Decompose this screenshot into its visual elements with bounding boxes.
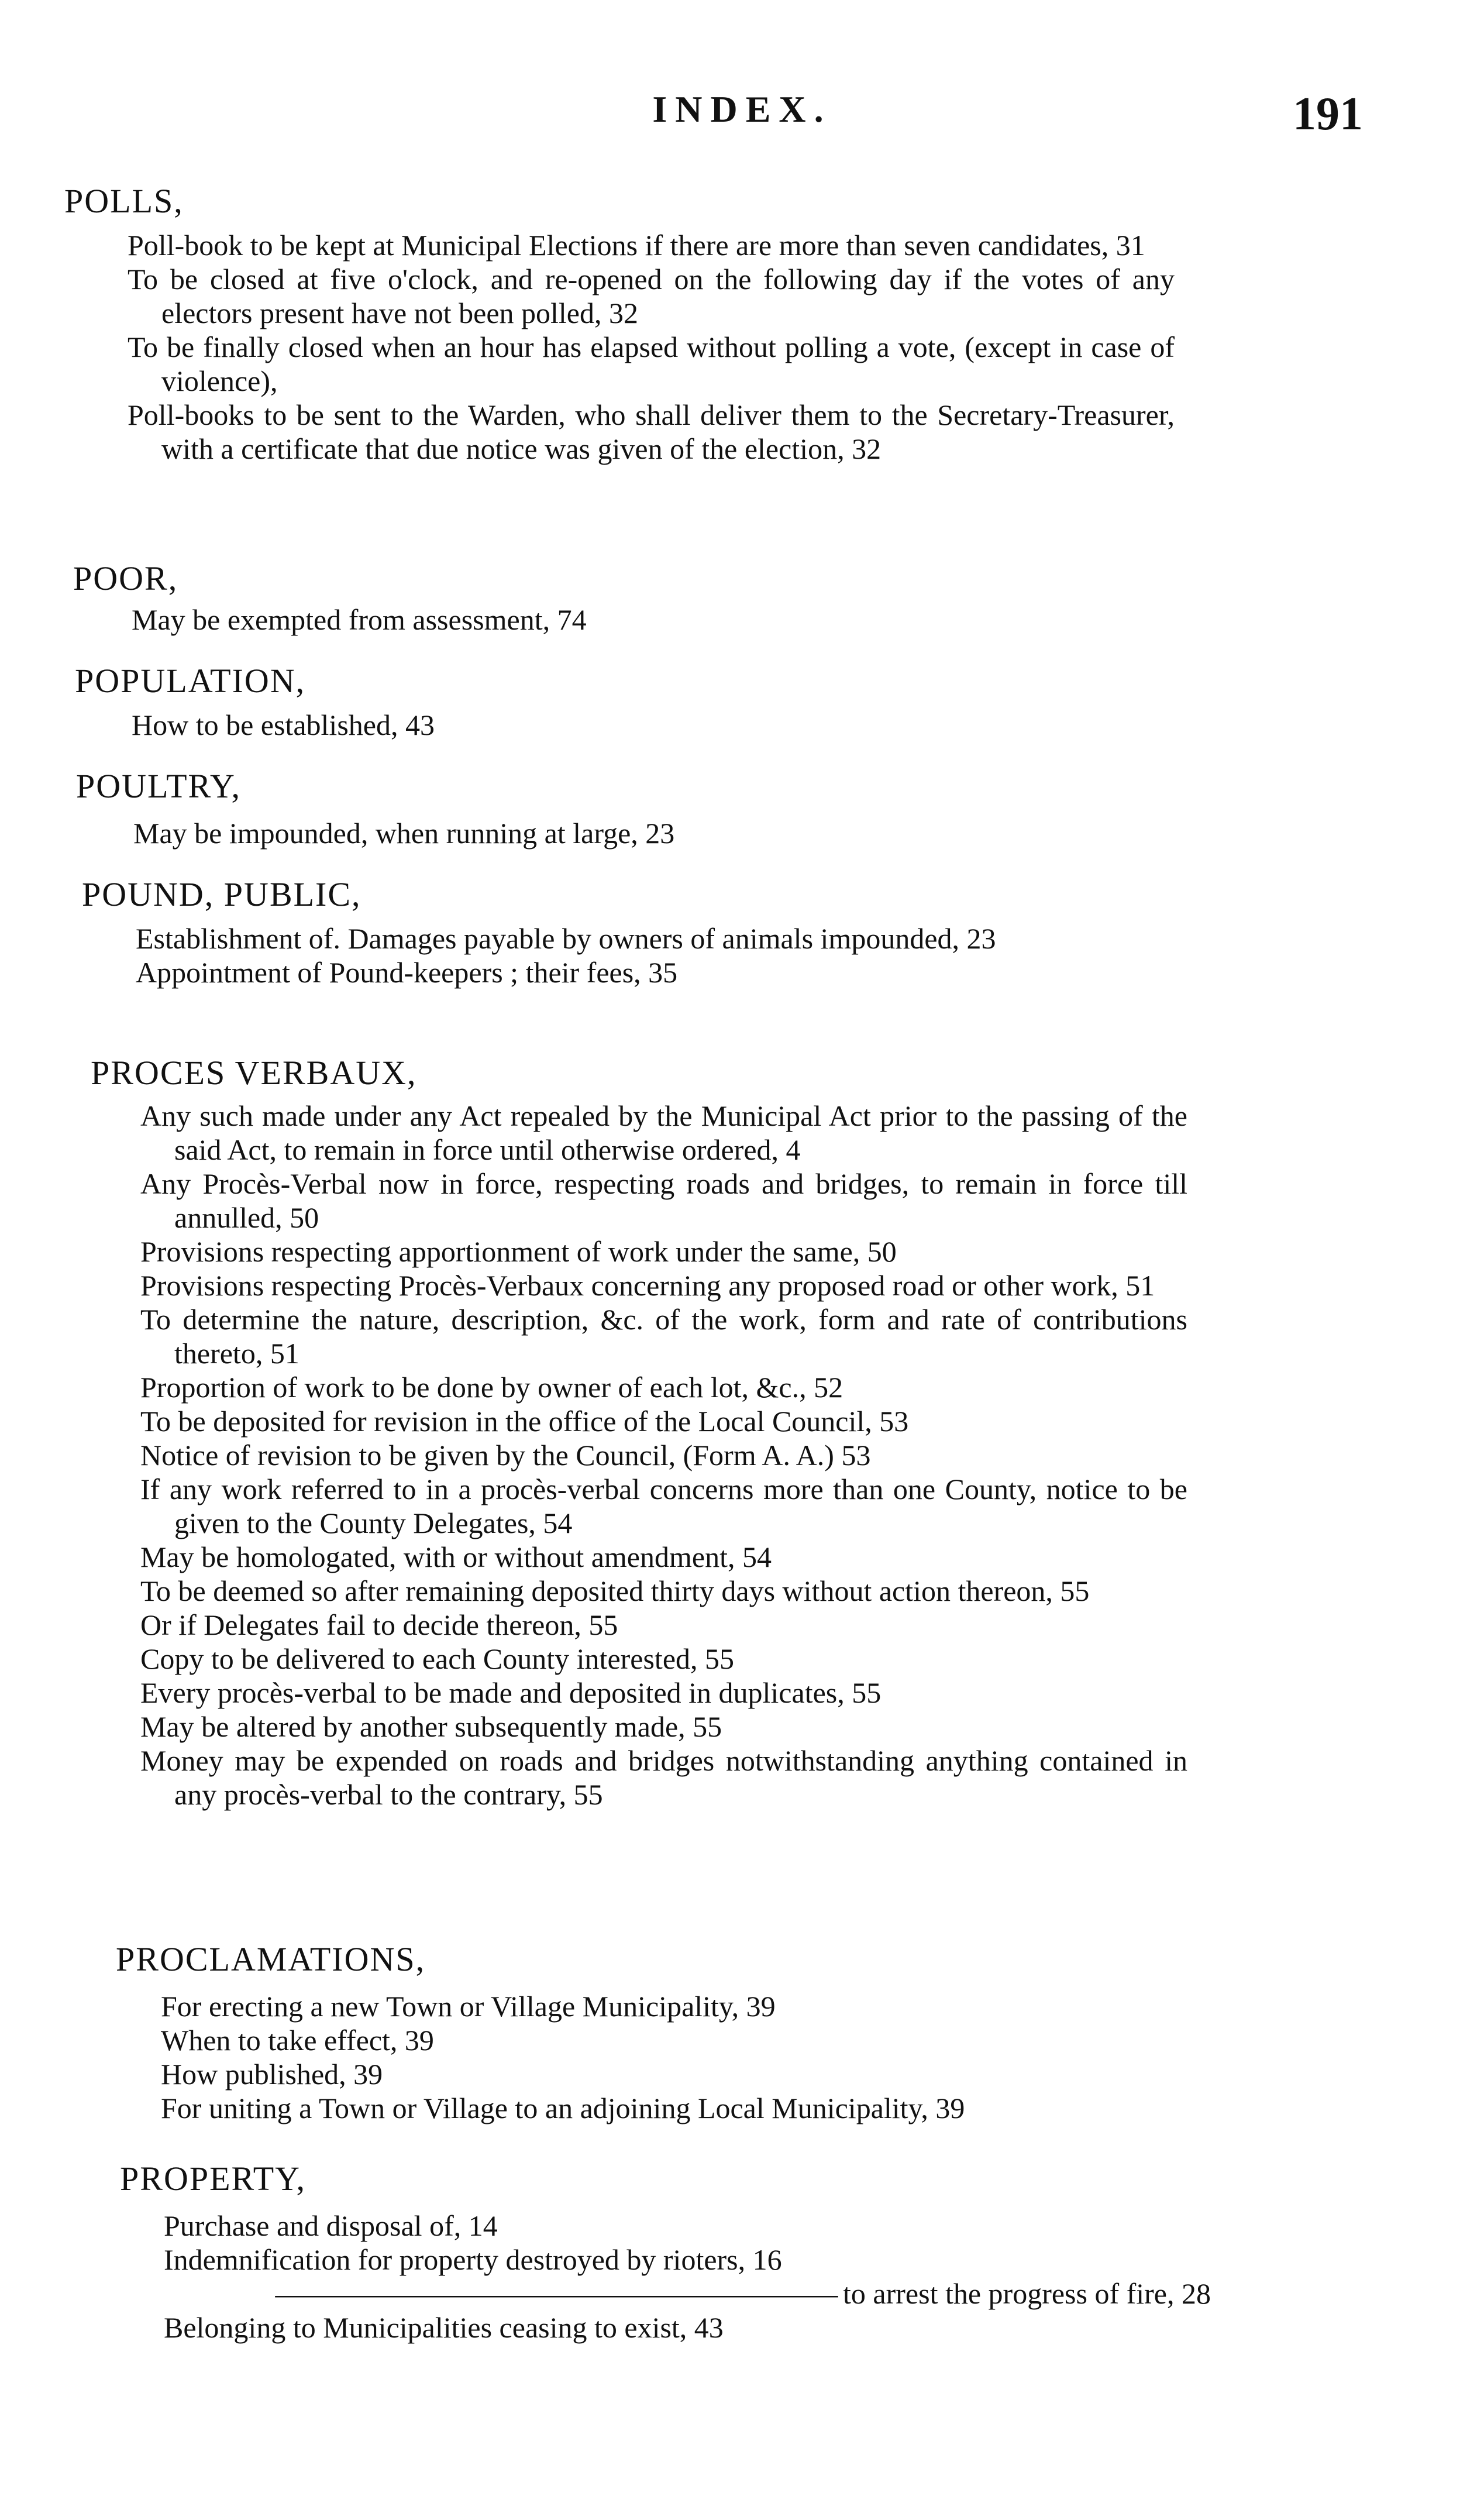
index-entry: If any work referred to in a procès-verbal concerns more than one County, notice to be given to the County Delegates, 54 (140, 1473, 1187, 1539)
index-entry: Any such made under any Act repealed by the Municipal Act prior to the passing of the said Act, to remain in force until otherwise ordered, 4 (140, 1099, 1187, 1166)
index-entry: For uniting a Town or Village to an adjoining Local Municipality, 39 (161, 2092, 965, 2124)
index-entry: For erecting a new Town or Village Municipality, 39 (161, 1990, 776, 2023)
index-entry: To be deposited for revision in the office of the Local Council, 53 (140, 1405, 909, 1438)
index-entry: Proportion of work to be done by owner of each lot, &c., 52 (140, 1371, 843, 1404)
entry-list (140, 1099, 1187, 1811)
running-head: INDEX. (652, 88, 832, 130)
section-heading: PROCES VERBAUX, (91, 1054, 417, 1092)
section-heading: POOR, (73, 559, 178, 597)
index-entry: Provisions respecting apportionment of work under the same, 50 (140, 1235, 897, 1268)
section-heading: PROPERTY, (120, 2160, 307, 2198)
index-entry: May be homologated, with or without amendment, 54 (140, 1541, 772, 1573)
index-entry: Copy to be delivered to each County interested, 55 (140, 1642, 735, 1675)
index-entry: Money may be expended on roads and bridges notwithstanding anything contained in any procès-verbal to the contrary, 55 (140, 1744, 1187, 1811)
entry-list (128, 228, 1175, 466)
index-entry: To be finally closed when an hour has elapsed without polling a vote, (except in case of violence), (128, 331, 1175, 397)
index-entry: Belonging to Municipalities ceasing to exist, 43 (164, 2311, 724, 2344)
index-entry: May be exempted from assessment, 74 (132, 603, 587, 636)
section-heading: POUND, PUBLIC, (82, 875, 361, 913)
page-number: 191 (1293, 88, 1363, 140)
entry-list (132, 603, 1179, 637)
entry-list (161, 1989, 1208, 2125)
index-entry: Notice of revision to be given by the Council, (Form A. A.) 53 (140, 1439, 871, 1472)
index-entry: Establishment of. Damages payable by owners of animals impounded, 23 (136, 922, 996, 955)
section-heading: POPULATION, (75, 662, 306, 700)
section-heading: POLLS, (64, 182, 184, 220)
index-entry: Or if Delegates fail to decide thereon, 55 (140, 1608, 618, 1641)
index-entry: Poll-books to be sent to the Warden, who shall deliver them to the Secretary-Treasurer, with a certificate that due notice was given of the election, 32 (128, 398, 1175, 465)
index-entry: Every procès-verbal to be made and deposited in duplicates, 55 (140, 1676, 882, 1709)
section-heading: PROCLAMATIONS, (116, 1940, 426, 1978)
entry-list (133, 816, 1180, 850)
entry-list (136, 922, 1183, 989)
index-entry: To be closed at five o'clock, and re-opened on the following day if the votes of any electors present have not been polled, 32 (128, 263, 1175, 329)
section-heading: POULTRY, (76, 767, 241, 805)
index-entry: How published, 39 (161, 2058, 383, 2091)
index-entry: Purchase and disposal of, 14 (164, 2209, 498, 2242)
index-entry: ———————————————————— to arrest the progress of fire, 28 (275, 2277, 1211, 2310)
index-entry: May be impounded, when running at large, 23 (133, 817, 675, 850)
index-entry: Indemnification for property destroyed by rioters, 16 (164, 2243, 782, 2276)
index-entry: Any Procès-Verbal now in force, respecting roads and bridges, to remain in force till annulled, 50 (140, 1167, 1187, 1234)
index-entry: Poll-book to be kept at Municipal Elections if there are more than seven candidates, 31 (128, 229, 1145, 262)
index-entry: Provisions respecting Procès-Verbaux concerning any proposed road or other work, 51 (140, 1269, 1155, 1302)
index-entry: How to be established, 43 (132, 709, 435, 741)
index-entry: To be deemed so after remaining deposited thirty days without action thereon, 55 (140, 1574, 1090, 1607)
index-entry: To determine the nature, description, &c. of the work, form and rate of contributions thereto, 51 (140, 1303, 1187, 1370)
entry-list (132, 708, 1179, 742)
index-entry: May be altered by another subsequently made, 55 (140, 1710, 722, 1743)
index-entry: Appointment of Pound-keepers ; their fees, 35 (136, 956, 678, 989)
ditto-rule: ———————————————————— (275, 2277, 843, 2310)
index-entry: When to take effect, 39 (161, 2024, 434, 2057)
entry-list (164, 2209, 1211, 2344)
